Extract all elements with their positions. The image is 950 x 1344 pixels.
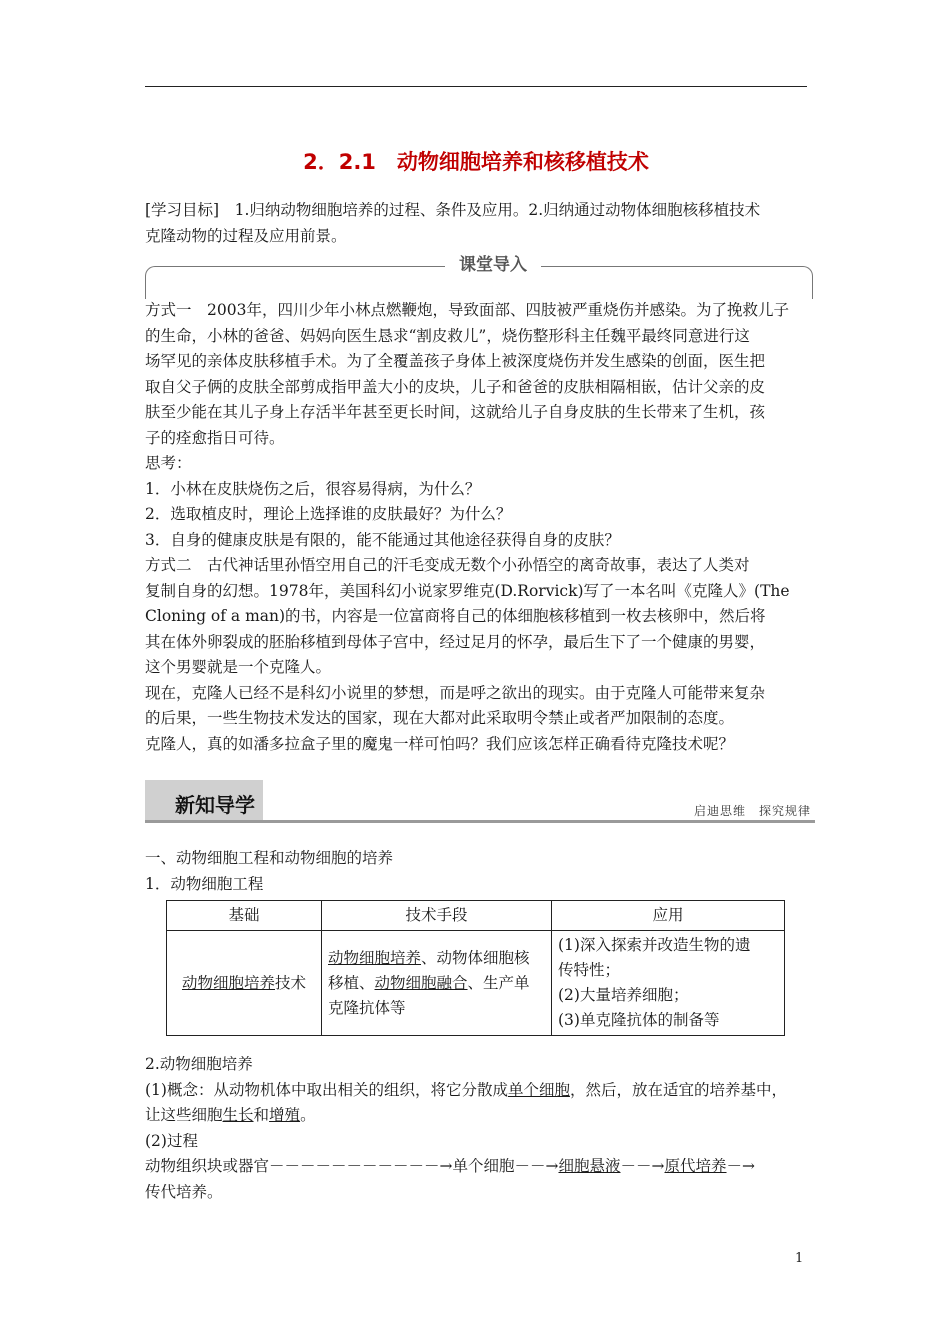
text-line: 的生命，小林的爸爸、妈妈向医生恳求“割皮救儿”，烧伤整形科主任魏平最终同意进行这 [145,326,750,345]
cell-engineering-table [166,900,785,1036]
text: 让这些细胞 [145,1106,223,1124]
text-line: 复制自身的幻想。1978年，美国科幻小说家罗维克(D.Rorvick)写了一本名叫《克隆人》(The [145,581,790,600]
process-line: 传代培养。 [145,1182,223,1201]
text-line: 克隆人，真的如潘多拉盒子里的魔鬼一样可怕吗？我们应该怎样正确看待克隆技术呢？ [145,734,735,753]
text-line: 方式一 2003年，四川少年小林点燃鞭炮，导致面部、四肢被严重烧伤并感染。为了挽救儿子 [145,301,789,319]
cell-text: (3)单克隆抗体的制备等 [558,1011,720,1029]
text-line: 肤至少能在其儿子身上存活半年甚至更长时间，这就给儿子自身皮肤的生长带来了生机，孩 [145,403,766,421]
table-header-row [167,901,785,931]
cell-text: (1)深入探索并改造生物的遗 [558,936,751,954]
cell-text: 、生产单 [467,973,530,992]
text-line: Cloning of a man)的书，内容是一位富商将自己的体细胞核移植到一枚去核卵中，然后将 [145,607,766,625]
heading-line: 1．动物细胞工程 [145,874,264,893]
heading-line: (2)过程 [145,1131,198,1150]
underlined-answer: 增殖 [269,1106,301,1124]
section-a2 [145,1052,813,1205]
text: 和 [253,1106,270,1124]
text-line: 2．选取植皮时，理论上选择谁的皮肤最好？为什么？ [145,505,512,523]
banner-subtitle: 启迪思维 探究规律 [693,804,811,818]
text-line: 的后果，一些生物技术发达的国家，现在大都对此采取明令禁止或者严加限制的态度。 [145,709,735,727]
text-line: 方式二 古代神话里孙悟空用自己的汗毛变成无数个小孙悟空的离奇故事，表达了人类对 [145,556,750,574]
underlined-answer: 动物细胞培养 [328,948,422,967]
table-cell-basis [167,931,322,1036]
underlined-answer: 生长 [222,1106,254,1124]
learning-objectives [145,198,813,249]
section-header-intro [145,254,813,300]
text: 。 [300,1106,316,1124]
text: －－→ [620,1157,665,1175]
intro-text [145,298,813,757]
concept-line [145,1103,813,1129]
text: －→ [726,1157,756,1175]
section-banner [145,780,815,824]
text-line: 思考： [145,454,192,472]
banner-title: 新知导学 [175,793,255,817]
table-cell-apps [552,931,785,1036]
process-line [145,1154,813,1180]
text-line: 现在，克隆人已经不是科幻小说里的梦想，而是呼之欲出的现实。由于克隆人可能带来复杂 [145,683,766,702]
cell-text: 、动物体细胞核 [421,948,530,967]
underlined-answer: 细胞悬液 [558,1157,621,1175]
underlined-answer: 动物细胞融合 [374,973,468,992]
cell-text: 技术 [275,973,307,992]
banner-rule [145,820,815,823]
text: (1)概念：从动物机体中取出相关的组织，将它分散成 [145,1080,508,1099]
underlined-answer: 动物细胞培养 [181,973,275,992]
section-a-heading [145,846,813,897]
text: ，然后，放在适宜的培养基中， [569,1080,787,1099]
text-line: 取自父子俩的皮肤全部剪成指甲盖大小的皮块，儿子和爸爸的皮肤相隔相嵌，估计父亲的皮 [145,377,766,396]
text-line: 场罕见的亲体皮肤移植手术。为了全覆盖孩子身体上被深度烧伤并发生感染的创面，医生把 [145,352,766,370]
text-line: 这个男婴就是一个克隆人。 [145,658,332,676]
underlined-answer: 原代培养 [664,1157,727,1175]
section-title: 课堂导入 [445,254,541,276]
cell-text: 传特性； [558,961,621,979]
cell-text: 移植、 [328,973,375,992]
heading-line: 一、动物细胞工程和动物细胞的培养 [145,849,394,867]
objective-line: 克隆动物的过程及应用前景。 [145,226,347,245]
table-cell-tech [322,931,552,1036]
table-header-cell: 应用 [552,901,785,931]
page-number: 1 [795,1251,804,1266]
heading-line: 2.动物细胞培养 [145,1055,253,1073]
concept-line [145,1078,813,1104]
table-row [167,931,785,1036]
text-line: 3．自身的健康皮肤是有限的，能不能通过其他途径获得自身的皮肤？ [145,530,620,549]
table-header-cell: 基础 [167,901,322,931]
text-line: 子的痊愈指日可待。 [145,428,285,447]
text-line: 1．小林在皮肤烧伤之后，很容易得病，为什么？ [145,479,481,498]
objective-line: [学习目标] 1.归纳动物细胞培养的过程、条件及应用。2.归纳通过动物体细胞核移植技术 [145,201,761,219]
header-rule [145,86,807,87]
underlined-answer: 单个细胞 [507,1080,570,1099]
cell-text: 克隆抗体等 [328,998,406,1017]
text-line: 其在体外卵裂成的胚胎移植到母体子宫中，经过足月的怀孕，最后生下了一个健康的男婴， [145,632,766,651]
text: 动物组织块或器官－－－－－－－－－－－→单个细胞－－→ [145,1157,559,1175]
cell-text: (2)大量培养细胞； [558,986,689,1004]
table-header-cell: 技术手段 [322,901,552,931]
page-title: 2．2.1 动物细胞培养和核移植技术 [303,150,649,174]
